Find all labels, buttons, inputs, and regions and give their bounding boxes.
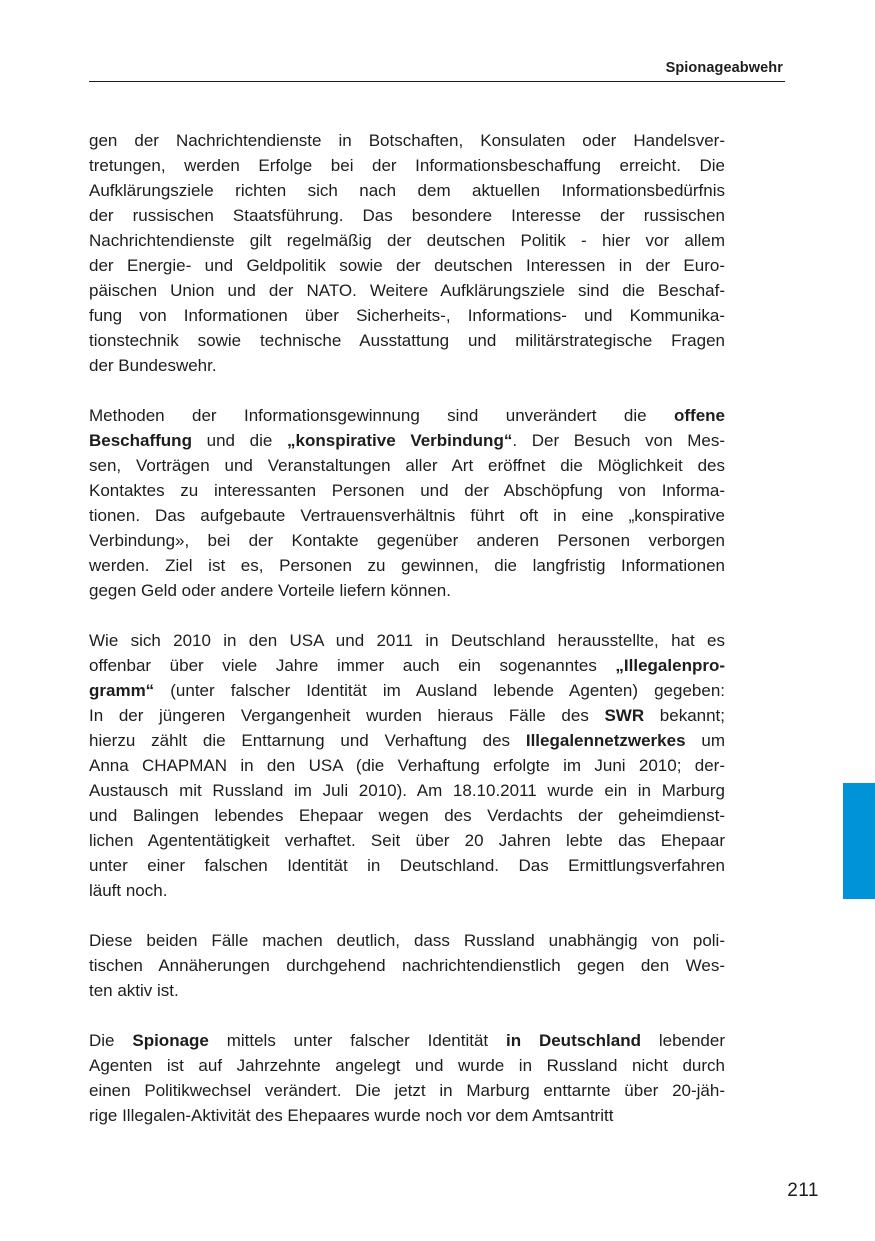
bold-term: offene <box>674 406 725 425</box>
running-header-title: Spionageabwehr <box>665 60 783 76</box>
paragraph <box>89 1028 725 1128</box>
text-line: Nachrichtendienste gilt regelmäßig der deutschen Politik - hier vor allem <box>89 231 725 250</box>
text-line: In der jüngeren Vergangenheit wurden hieraus Fälle des SWR bekannt; <box>89 706 725 725</box>
body-text <box>89 128 725 1153</box>
bold-term: Illegalennetzwerkes <box>525 731 686 750</box>
text-line: lichen Agententätigkeit verhaftet. Seit über 20 Jahren lebte das Ehepaar <box>89 831 725 850</box>
paragraph <box>89 128 725 378</box>
text-line: Aufklärungsziele richten sich nach dem aktuellen Informationsbedürfnis <box>89 181 725 200</box>
text-line: tischen Annäherungen durchgehend nachrichtendienstlich gegen den Wes- <box>89 956 725 975</box>
bold-term: in Deutschland <box>506 1031 641 1050</box>
text-line: läuft noch. <box>89 881 168 900</box>
text-line: der Bundeswehr. <box>89 356 217 375</box>
text-line: päischen Union und der NATO. Weitere Aufklärungsziele sind die Beschaf- <box>89 281 725 300</box>
text-line: tionen. Das aufgebaute Vertrauensverhältnis führt oft in eine „konspirative <box>89 506 725 525</box>
chapter-side-tab <box>843 783 875 899</box>
bold-term: Beschaffung <box>89 431 192 450</box>
text-line: Methoden der Informationsgewinnung sind unverändert die offene <box>89 406 725 425</box>
bold-term: gramm“ <box>89 681 155 700</box>
text-line: Die Spionage mittels unter falscher Identität in Deutschland lebender <box>89 1031 725 1050</box>
text-line: gegen Geld oder andere Vorteile liefern können. <box>89 581 451 600</box>
text-line: der Energie- und Geldpolitik sowie der deutschen Interessen in der Euro- <box>89 256 725 275</box>
text-line: Anna CHAPMAN in den USA (die Verhaftung erfolgte im Juni 2010; der- <box>89 756 725 775</box>
text-line: der russischen Staatsführung. Das besondere Interesse der russischen <box>89 206 725 225</box>
text-line: tretungen, werden Erfolge bei der Informationsbeschaffung erreicht. Die <box>89 156 725 175</box>
paragraph <box>89 403 725 603</box>
running-header <box>89 59 785 82</box>
text-line: fung von Informationen über Sicherheits-, Informations- und Kommunika- <box>89 306 725 325</box>
text-line: Agenten ist auf Jahrzehnte angelegt und wurde in Russland nicht durch <box>89 1056 725 1075</box>
page-number: 211 <box>787 1180 819 1201</box>
text-line: Wie sich 2010 in den USA und 2011 in Deutschland herausstellte, hat es <box>89 631 725 650</box>
text-line: Kontaktes zu interessanten Personen und der Abschöpfung von Informa- <box>89 481 725 500</box>
text-line: Verbindung», bei der Kontakte gegenüber anderen Personen verborgen <box>89 531 725 550</box>
bold-term: SWR <box>604 706 645 725</box>
text-line: werden. Ziel ist es, Personen zu gewinnen, die langfristig Informationen <box>89 556 725 575</box>
bold-term: „Illegalenpro- <box>615 656 725 675</box>
text-line: gramm“ (unter falscher Identität im Ausland lebende Agenten) gegeben: <box>89 681 725 700</box>
text-line: hierzu zählt die Enttarnung und Verhaftung des Illegalennetzwerkes um <box>89 731 725 750</box>
text-line: sen, Vorträgen und Veranstaltungen aller Art eröffnet die Möglichkeit des <box>89 456 725 475</box>
text-line: Beschaffung und die „konspirative Verbindung“. Der Besuch von Mes- <box>89 431 725 450</box>
paragraph <box>89 928 725 1003</box>
paragraph <box>89 628 725 903</box>
text-line: und Balingen lebendes Ehepaar wegen des Verdachts der geheimdienst- <box>89 806 725 825</box>
text-line: gen der Nachrichtendienste in Botschaften, Konsulaten oder Handelsver- <box>89 131 725 150</box>
text-line: Austausch mit Russland im Juli 2010). Am 18.10.2011 wurde ein in Marburg <box>89 781 725 800</box>
bold-term: „konspirative Verbindung“ <box>287 431 513 450</box>
text-line: rige Illegalen-Aktivität des Ehepaares wurde noch vor dem Amtsantritt <box>89 1106 614 1125</box>
text-line: Diese beiden Fälle machen deutlich, dass Russland unabhängig von poli- <box>89 931 725 950</box>
bold-term: Spionage <box>132 1031 209 1050</box>
text-line: unter einer falschen Identität in Deutschland. Das Ermittlungsverfahren <box>89 856 725 875</box>
text-line: tionstechnik sowie technische Ausstattung und militärstrategische Fragen <box>89 331 725 350</box>
text-line: ten aktiv ist. <box>89 981 179 1000</box>
text-line: einen Politikwechsel verändert. Die jetzt in Marburg enttarnte über 20-jäh- <box>89 1081 725 1100</box>
text-line: offenbar über viele Jahre immer auch ein sogenanntes „Illegalenpro- <box>89 656 725 675</box>
